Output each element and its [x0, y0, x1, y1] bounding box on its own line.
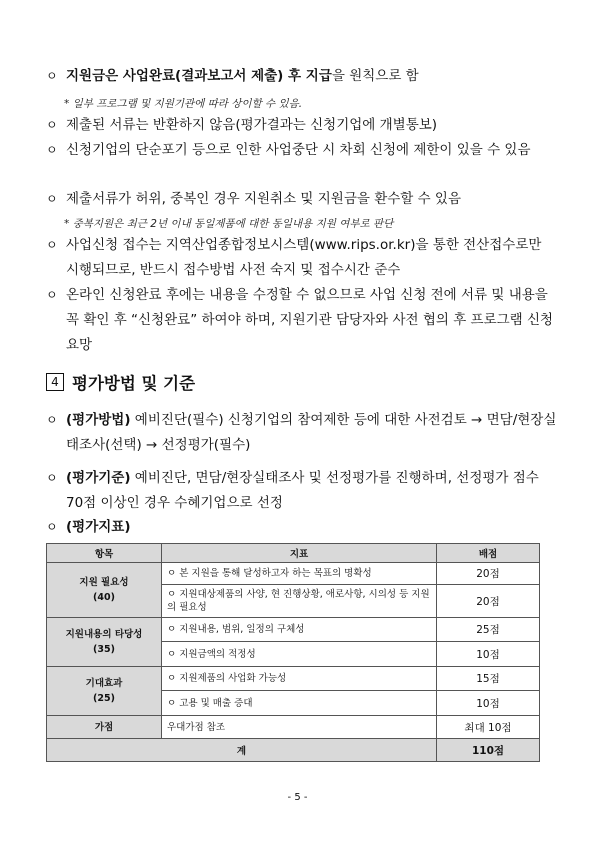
score-cell: 10점: [437, 642, 540, 667]
bullet-marker: ㅇ: [46, 288, 58, 302]
bullet-text: 제출된 서류는 반환하지 않음(평가결과는 신청기업에 개별통보): [66, 117, 438, 133]
table-row-bonus: [47, 716, 540, 739]
table-row-total: [47, 739, 540, 762]
category-name: 지원 필요성: [79, 577, 129, 588]
notice-bullet-6: [46, 283, 558, 358]
notice-bullet-2: [46, 113, 558, 138]
bullet-marker: ㅇ: [46, 118, 58, 132]
bullet-marker: ㅇ: [46, 238, 58, 252]
bullet-bold: (평가기준): [66, 470, 131, 486]
evaluation-table: [46, 543, 540, 762]
section-title: 평가방법 및 기준: [72, 374, 196, 393]
score-cell: 20점: [437, 585, 540, 618]
score-cell: 20점: [437, 563, 540, 585]
bonus-indicator: 우대가점 참조: [162, 716, 437, 739]
category-name: 지원내용의 타당성: [65, 629, 143, 640]
bonus-label: 가점: [47, 716, 162, 739]
bullet-marker: ㅇ: [46, 192, 58, 206]
bullet-text: 예비진단(필수) 신청기업의 참여제한 등에 대한 사전검토 → 면담/현장실태조사(선택) → 선정평가(필수): [66, 412, 557, 453]
bullet-bold: 지원금은 사업완료(결과보고서 제출) 후 지급: [66, 68, 332, 84]
page-number: - 5 -: [287, 792, 308, 803]
bullet-bold: (평가방법): [66, 412, 131, 428]
table-row: [47, 563, 540, 585]
table-row: [47, 618, 540, 642]
header-score: 배점: [437, 544, 540, 563]
bullet-text: 사업신청 접수는 지역산업종합정보시스템(www.rips.or.kr)을 통한 전산접수로만 시행되므로, 반드시 접수방법 사전 숙지 및 접수시간 준수: [66, 237, 542, 278]
bullet-marker: ㅇ: [46, 520, 58, 534]
bullet-marker: ㅇ: [46, 69, 58, 83]
total-score: 110점: [437, 739, 540, 762]
section-heading: [46, 370, 195, 394]
eval-criteria-bullet: [46, 466, 558, 516]
bullet-bold: (평가지표): [66, 519, 131, 535]
header-indicator: 지표: [162, 544, 437, 563]
category-cell: [47, 563, 162, 618]
indicator-cell: ㅇ 지원제품의 사업화 가능성: [162, 667, 437, 691]
category-points: (35): [93, 644, 115, 655]
notice-bullet-4: [46, 187, 558, 212]
category-cell: [47, 667, 162, 716]
category-points: (25): [93, 693, 115, 704]
table-row: [47, 667, 540, 691]
notice-bullet-1: [46, 64, 558, 89]
indicator-cell: ㅇ 고용 및 매출 증대: [162, 691, 437, 716]
note-1: * 일부 프로그램 및 지원기관에 따라 상이할 수 있음.: [64, 98, 303, 110]
notice-bullet-3: [46, 138, 558, 163]
category-cell: [47, 618, 162, 667]
section-number: 4: [46, 373, 64, 391]
note-2: * 중복지원은 최근 2년 이내 동일제품에 대한 동일내용 지원 여부로 판단: [64, 218, 394, 230]
header-item: 항목: [47, 544, 162, 563]
bullet-text: 을 원칙으로 함: [331, 68, 419, 84]
bullet-text: 예비진단, 면담/현장실태조사 및 선정평가를 진행하며, 선정평가 점수 70점 이상인 경우 수혜기업으로 선정: [66, 470, 539, 511]
bullet-marker: ㅇ: [46, 143, 58, 157]
bullet-text: 신청기업의 단순포기 등으로 인한 사업중단 시 차회 신청에 제한이 있을 수 있음: [66, 142, 531, 158]
score-cell: 10점: [437, 691, 540, 716]
category-name: 기대효과: [85, 678, 123, 689]
notice-bullet-5: [46, 233, 558, 283]
score-cell: 15점: [437, 667, 540, 691]
indicator-cell: ㅇ 지원내용, 범위, 일정의 구체성: [162, 618, 437, 642]
eval-method-bullet: [46, 408, 558, 458]
total-label: 계: [47, 739, 437, 762]
bullet-text: 온라인 신청완료 후에는 내용을 수정할 수 없으므로 사업 신청 전에 서류 및 내용을 꼭 확인 후 “신청완료” 하여야 하며, 지원기관 담당자와 사전 협의 후 프로그램 신청요망: [66, 287, 554, 353]
bullet-marker: ㅇ: [46, 471, 58, 485]
bonus-score: 최대 10점: [437, 716, 540, 739]
bullet-text: 제출서류가 허위, 중복인 경우 지원취소 및 지원금을 환수할 수 있음: [66, 191, 462, 207]
indicator-cell: ㅇ 지원대상제품의 사양, 현 진행상황, 애로사항, 시의성 등 지원의 필요성: [162, 585, 437, 618]
indicator-cell: ㅇ 지원금액의 적정성: [162, 642, 437, 667]
score-cell: 25점: [437, 618, 540, 642]
category-points: (40): [93, 592, 115, 603]
eval-index-bullet: [46, 515, 558, 540]
table-header-row: [47, 544, 540, 563]
bullet-marker: ㅇ: [46, 413, 58, 427]
indicator-cell: ㅇ 본 지원을 통해 달성하고자 하는 목표의 명확성: [162, 563, 437, 585]
